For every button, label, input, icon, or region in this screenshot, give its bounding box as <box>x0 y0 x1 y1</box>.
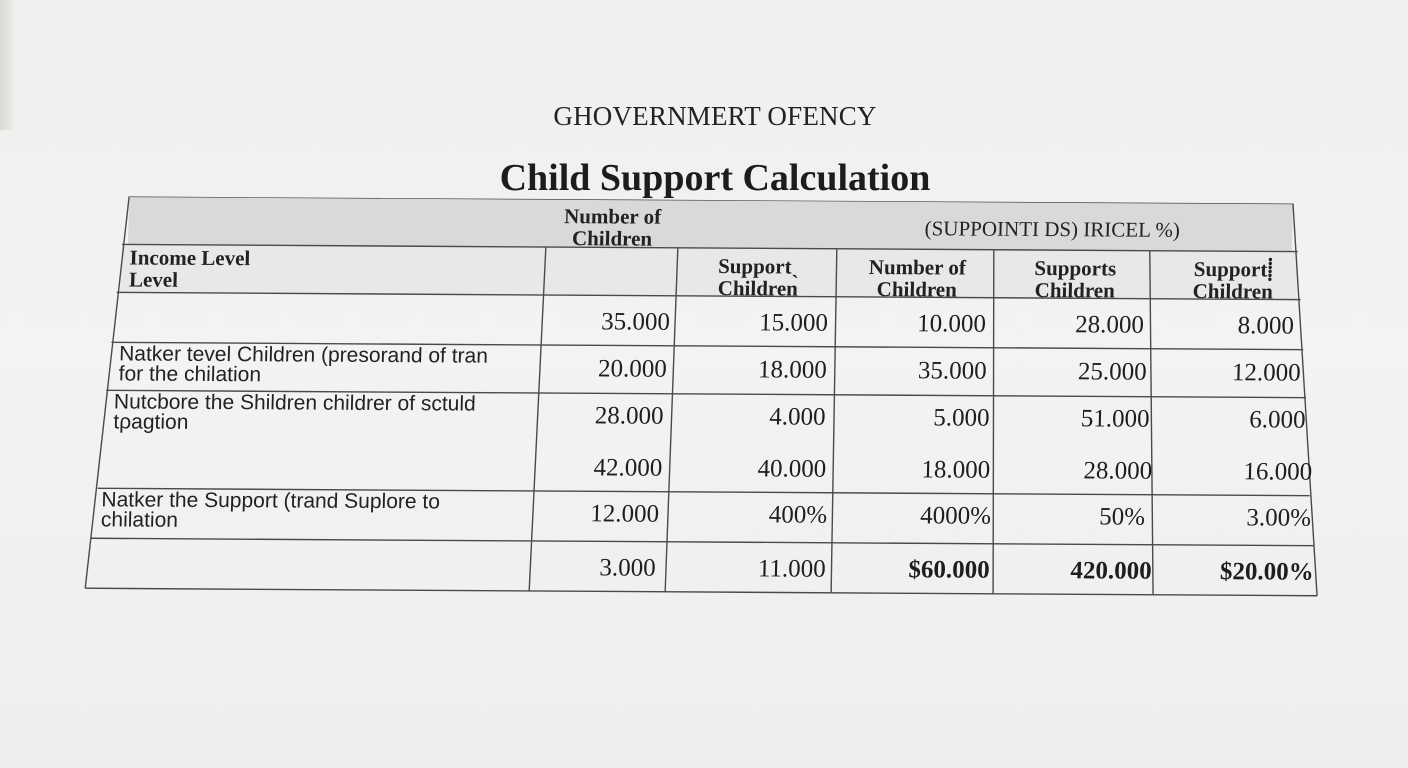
cell-r4-c4: 28.000 <box>1083 457 1153 485</box>
cell-r3-c5: 6.000 <box>1248 406 1306 434</box>
cell-r4-c5: 16.000 <box>1243 458 1313 486</box>
header-income-level-text: Income Level Level <box>128 245 251 292</box>
support-table <box>83 196 1329 604</box>
cell-r1-c3: 10.000 <box>916 310 987 338</box>
cell-r1-c1: 35.000 <box>600 308 671 336</box>
document-title: Child Support Calculation <box>499 157 931 199</box>
cell-r4-c2: 40.000 <box>757 455 827 483</box>
cell-r6-c3: $60.000 <box>908 556 991 584</box>
header-col-4-text: Support⸽ Children <box>1192 256 1274 304</box>
header-number-of-children <box>522 205 703 250</box>
header-col-supports-children <box>997 257 1154 302</box>
row-label-2 <box>118 344 488 386</box>
cell-r4-c3: 18.000 <box>921 456 991 484</box>
header-col-support-children-1 <box>679 255 838 300</box>
row-label-2-text: Natker tevel Children (presorand of tran for the chilation <box>118 342 489 387</box>
header-income-level <box>129 246 251 291</box>
cell-r5-c3: 4000% <box>919 502 992 530</box>
cell-r2-c1: 20.000 <box>597 355 668 383</box>
cell-r3-c3: 5.000 <box>932 404 990 432</box>
row-label-3 <box>113 392 476 434</box>
agency-name: GHOVERNMERT OFENCY <box>553 101 877 131</box>
header-col-number-of-children <box>839 256 996 301</box>
header-col-2-text: Number of Children <box>868 254 967 302</box>
cell-r2-c2: 18.000 <box>757 356 828 384</box>
cell-r5-c5: 3.00% <box>1246 504 1312 532</box>
cell-r6-c1: 3.000 <box>599 554 657 582</box>
cell-r4-c1: 42.000 <box>593 454 663 482</box>
row-label-5-text: Natker the Support (trand Suplore to chilation <box>100 488 441 532</box>
cell-r2-c5: 12.000 <box>1231 359 1302 387</box>
header-col-1-text: Supportˎ Children <box>717 254 799 301</box>
header-col-support-children-2 <box>1154 258 1311 303</box>
row-label-3-text: Nutcbore the Shildren childrer of sctuld tρagtion <box>113 390 477 434</box>
cell-r5-c2: 400% <box>768 501 828 529</box>
header-col-3-text: Supports Children <box>1034 255 1117 303</box>
cell-r5-c1: 12.000 <box>590 500 660 528</box>
header-support-group: (SUPPOINTI DS) IRICEL %) <box>924 216 1181 242</box>
cell-r3-c2: 4.000 <box>768 403 826 431</box>
row-label-5 <box>101 490 440 532</box>
cell-r1-c5: 8.000 <box>1237 312 1295 340</box>
cell-r3-c4: 51.000 <box>1080 405 1150 433</box>
header-number-of-children-text: Number of Children <box>563 204 662 251</box>
cell-r6-c2: 11.000 <box>757 555 827 583</box>
cell-r1-c4: 28.000 <box>1074 311 1145 339</box>
cell-r2-c3: 35.000 <box>917 357 988 385</box>
cell-r1-c2: 15.000 <box>758 309 829 337</box>
cell-r6-c5: $20.00% <box>1219 558 1314 586</box>
cell-r6-c4: 420.000 <box>1070 557 1153 585</box>
cell-r5-c4: 50% <box>1098 503 1146 531</box>
cell-r3-c1: 28.000 <box>594 402 664 430</box>
cell-r2-c4: 25.000 <box>1077 358 1148 386</box>
